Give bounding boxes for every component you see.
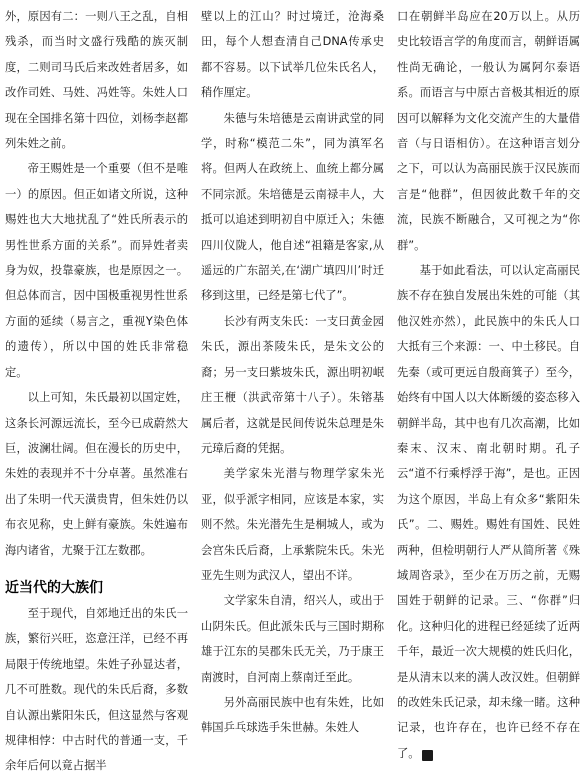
paragraph: 另外高丽民族中也有朱姓，比如韩国乒乓球选手朱世赫。朱姓人 [201,695,384,735]
text-column-left [5,4,188,779]
section-heading: 近当代的大族们 [5,579,103,596]
end-of-article-mark: ■ [422,750,433,761]
paragraph: 外，原因有二：一则八王之乱，自相残杀，而当时文盛行残酷的族灭制度，二则司马氏后来改姓者居多，如改作司姓、马姓、冯姓等。朱姓人口现在全国排名第十四位，刘杨李赵都列朱姓之前。 [5,10,188,151]
paragraph-text: 基于如此看法，可以认定高丽民族不存在独自发展出朱姓的可能（其他汉姓亦然），此民族中的朱氏人口大抵有三个来源：一、中土移民。自先秦（或可更远自殷商箕子）至今，始终有中国人以大体断缓的姿态移入朝鲜半岛，其中也有几次高潮，比如秦末、汉末、南北朝时期。孔子云“道不行乘桴浮于海”，是也。正因为这个原因，半岛上有众多“紫阳朱氏”。二、赐姓。赐姓有国姓、民姓两种，但检明朝行人严从简所著《殊域周咨录》，至少在万历之前，无赐国姓于朝鲜的记录。三、“你群”归化。这种归化的进程已经延续了近两千年，最近一次大规模的姓氏归化，是从清末以来的满人改汉姓。但朝鲜的改姓朱氏记录，却未缘一睹。这种记录，也许存在，也许已经不存在了。 [397,264,580,760]
text-column-middle [201,4,384,741]
paragraph: 长沙有两支朱氏：一支曰黄金园朱氏，源出茶陵朱氏，是朱文公的裔；另一支曰紫坡朱氏，源出明初岷庄王楩（洪武帝第十八子）。朱镕基属后者，这就是民间传说朱总理是朱元璋后裔的凭据。 [201,314,384,455]
text-column-right [397,4,580,766]
paragraph: 壁以上的江山？时过境迁，沧海桑田，每个人想查清自己DNA传承史都不容易。以下试举几位朱氏名人，稍作厘定。 [201,10,384,100]
document-page [5,4,582,773]
paragraph: 文学家朱自清，绍兴人，或出于山阴朱氏。但此派朱氏与三国时期称雄于江东的吴郡朱氏无关，乃于康王南渡时，自河南上蔡南迁至此。 [201,594,384,684]
paragraph: 美学家朱光潜与物理学家朱光亚，似乎派字相同，应该是本家，实则不然。朱光潜先生是桐城人，或为会宫朱氏后裔，上承紫院朱氏。朱光亚先生则为武汉人，望出不详。 [201,467,384,582]
paragraph: 以上可知，朱氏最初以国定姓，这条长河源远流长，至今已成蔚然大巨，波澜壮阔。但在漫长的历史中，朱姓的表现并不十分卓著。虽然准右出了朱明一代天潢贵胄，但朱姓仍以布衣见称，史上鲜有豪族。朱姓遍布海内诸省，尤聚于江左数郡。 [5,391,188,557]
paragraph: 朱德与朱培德是云南讲武堂的同学，时称“模范二朱”，同为滇军名将。但两人在政统上、血统上都分属不同宗派。朱培德是云南禄丰人，大抵可以追述到明初自中原迁入；朱德四川仪陇人，他自述“祖籍是客家,从遥远的广东韶关,在‘湖广填四川’时迁移到这里，已经是第七代了”。 [201,111,384,303]
paragraph: 口在朝鲜半岛应在20万以上。从历史比较语言学的角度而言，朝鲜语属性尚无确论，一般认为属阿尔泰语系。而语言与中原古音极其相近的原因可以解释为文化交流产生的大量借音（与日语相仿）。在这种语言划分之下，可以认为高丽民族于汉民族而言是“他群”，但因彼此数千年的交流，民族不断融合，又可视之为“你群”。 [397,10,580,252]
paragraph: 帝王赐姓是一个重要（但不是唯一）的原因。但正如诸文所说，这种赐姓也大大地扰乱了“姓氏所表示的男性世系方面的关系”。而异姓者卖身为奴，投靠豪族，也是原因之一。但总体而言，因中国极重视男性世系方面的延续（易言之，重视Y染色体的遗传），所以中国的姓氏非常稳定。 [5,162,188,379]
paragraph: 至于现代，自郊地迁出的朱氏一族，繁衍兴旺，恣意汪洋，已经不再局限于传统地望。朱姓子孙显达者，几不可胜数。现代的朱氏后裔，多数自认源出紫阳朱氏，但这显然与客观规律相悖：中古时代的普通一支，千余年后何以竟占据半 [5,606,188,773]
paragraph [397,258,580,766]
